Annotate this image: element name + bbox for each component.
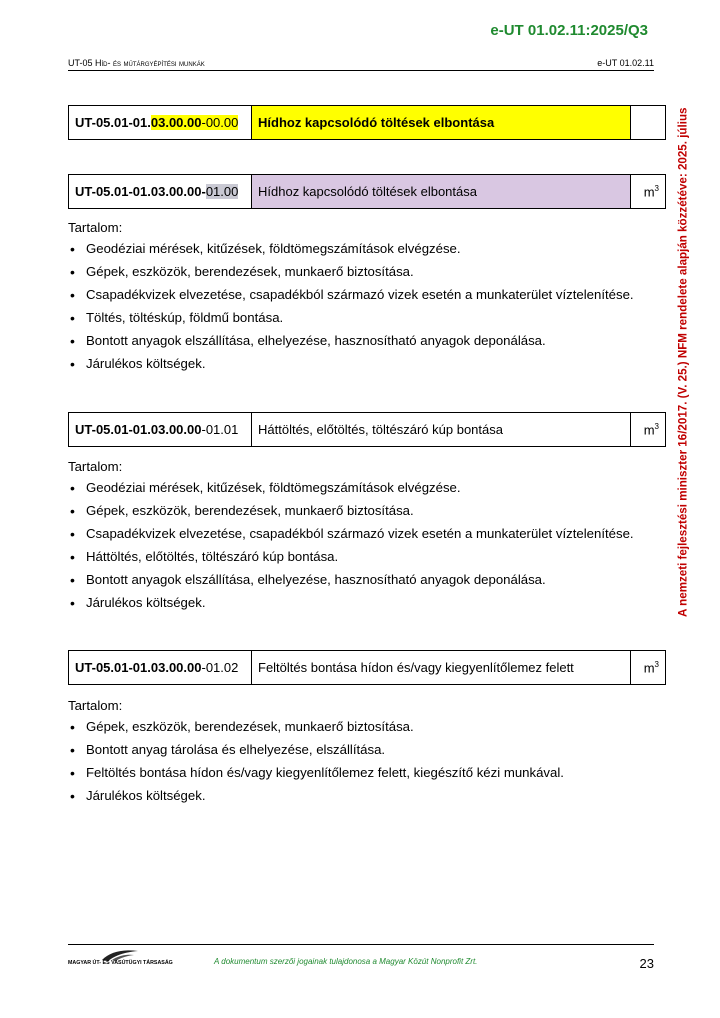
item-code-part-b: -01.01 (201, 422, 239, 437)
item-unit-exponent: 3 (654, 183, 659, 193)
item-code-row-01-02 (68, 650, 666, 685)
item-unit (631, 106, 666, 140)
section-heading: Tartalom: (68, 459, 123, 474)
content-section-1 (68, 220, 666, 378)
list-item: • Bontott anyagok elszállítása, elhelyezése, hasznosítható anyagok deponálása. (68, 332, 666, 350)
list-item: • Geodéziai mérések, kitűzések, földtömegszámítások elvégzése. (68, 479, 666, 497)
list-item: • Geodéziai mérések, kitűzések, földtömegszámítások elvégzése. (68, 240, 666, 258)
item-code-part-a: UT-05.01-01. (75, 115, 151, 130)
item-code (69, 106, 252, 140)
item-code (69, 651, 252, 685)
item-code-row-main (68, 105, 666, 140)
list-item: • Bontott anyagok elszállítása, elhelyezése, hasznosítható anyagok deponálása. (68, 571, 666, 589)
list-item: • Járulékos költségek. (68, 594, 666, 612)
list-item: • Járulékos költségek. (68, 355, 666, 373)
item-unit (631, 175, 666, 209)
item-unit (631, 413, 666, 447)
item-unit (631, 651, 666, 685)
content-list (68, 479, 666, 612)
list-item: • Járulékos költségek. (68, 787, 666, 805)
content-section-3 (68, 698, 666, 810)
list-item: • Bontott anyag tárolása és elhelyezése, elszállítása. (68, 741, 666, 759)
item-unit-exponent: 3 (654, 421, 659, 431)
item-code-part-a: UT-05.01-01.03.00.00 (75, 660, 202, 675)
item-code-row-01-01 (68, 412, 666, 447)
content-list (68, 718, 666, 805)
page-header (68, 58, 654, 71)
list-item: • Gépek, eszközök, berendezések, munkaerő biztosítása. (68, 718, 666, 736)
item-code (69, 413, 252, 447)
item-code-part-b: 01.00 (205, 184, 239, 199)
item-unit-base: m (643, 184, 655, 200)
content-section-2 (68, 459, 666, 617)
logo-text: MAGYAR ÚT- ÉS VASÚTÜGYI TÁRSASÁG (68, 960, 173, 966)
item-code-part-a: UT-05.01-01.03.00.00 (75, 422, 202, 437)
list-item: • Gépek, eszközök, berendezések, munkaerő biztosítása. (68, 263, 666, 281)
item-code-part-a: UT-05.01-01.03.00.00- (75, 184, 206, 199)
section-heading: Tartalom: (68, 698, 123, 713)
copyright-note: A dokumentum szerzői jogainak tulajdonosa a Magyar Közút Nonprofit Zrt. (214, 957, 478, 966)
header-left (68, 58, 205, 68)
item-unit-base: m (643, 660, 655, 676)
item-title: Feltöltés bontása hídon és/vagy kiegyenlítőlemez felett (252, 651, 631, 685)
list-item: • Feltöltés bontása hídon és/vagy kiegyenlítőlemez felett, kiegészítő kézi munkával. (68, 764, 666, 782)
item-title: Hídhoz kapcsolódó töltések elbontása (252, 106, 631, 140)
content-list (68, 240, 666, 373)
item-code-part-c: -00.00 (201, 115, 239, 130)
header-left-title: Híd- és műtárgyépítési munkák (95, 58, 205, 68)
side-publication-note: A nemzeti fejlesztési miniszter 16/2017. (V. 25.) NFM rendelete alapján közzétéve: 2025. július (676, 107, 690, 617)
footer-divider (68, 944, 654, 945)
list-item: • Háttöltés, előtöltés, töltészáró kúp bontása. (68, 548, 666, 566)
item-code-row-01-00 (68, 174, 666, 209)
item-unit-exponent: 3 (654, 659, 659, 669)
item-title: Hídhoz kapcsolódó töltések elbontása (252, 175, 631, 209)
item-code-part-b: -01.02 (201, 660, 239, 675)
document-code: e-UT 01.02.11:2025/Q3 (490, 22, 648, 39)
list-item: • Töltés, töltéskúp, földmű bontása. (68, 309, 666, 327)
item-unit-base: m (643, 422, 655, 438)
item-code (69, 175, 252, 209)
header-left-prefix: UT-05 (68, 58, 96, 68)
header-right: e-UT 01.02.11 (597, 58, 654, 68)
item-code-part-b: 03.00.00 (150, 115, 202, 130)
section-heading: Tartalom: (68, 220, 123, 235)
list-item: • Gépek, eszközök, berendezések, munkaerő biztosítása. (68, 502, 666, 520)
page-number: 23 (639, 956, 654, 971)
item-title: Háttöltés, előtöltés, töltészáró kúp bontása (252, 413, 631, 447)
association-logo (68, 948, 173, 970)
list-item: • Csapadékvizek elvezetése, csapadékból származó vizek esetén a munkaterület víztelenítése. (68, 286, 666, 304)
list-item: • Csapadékvizek elvezetése, csapadékból származó vizek esetén a munkaterület víztelenítése. (68, 525, 666, 543)
